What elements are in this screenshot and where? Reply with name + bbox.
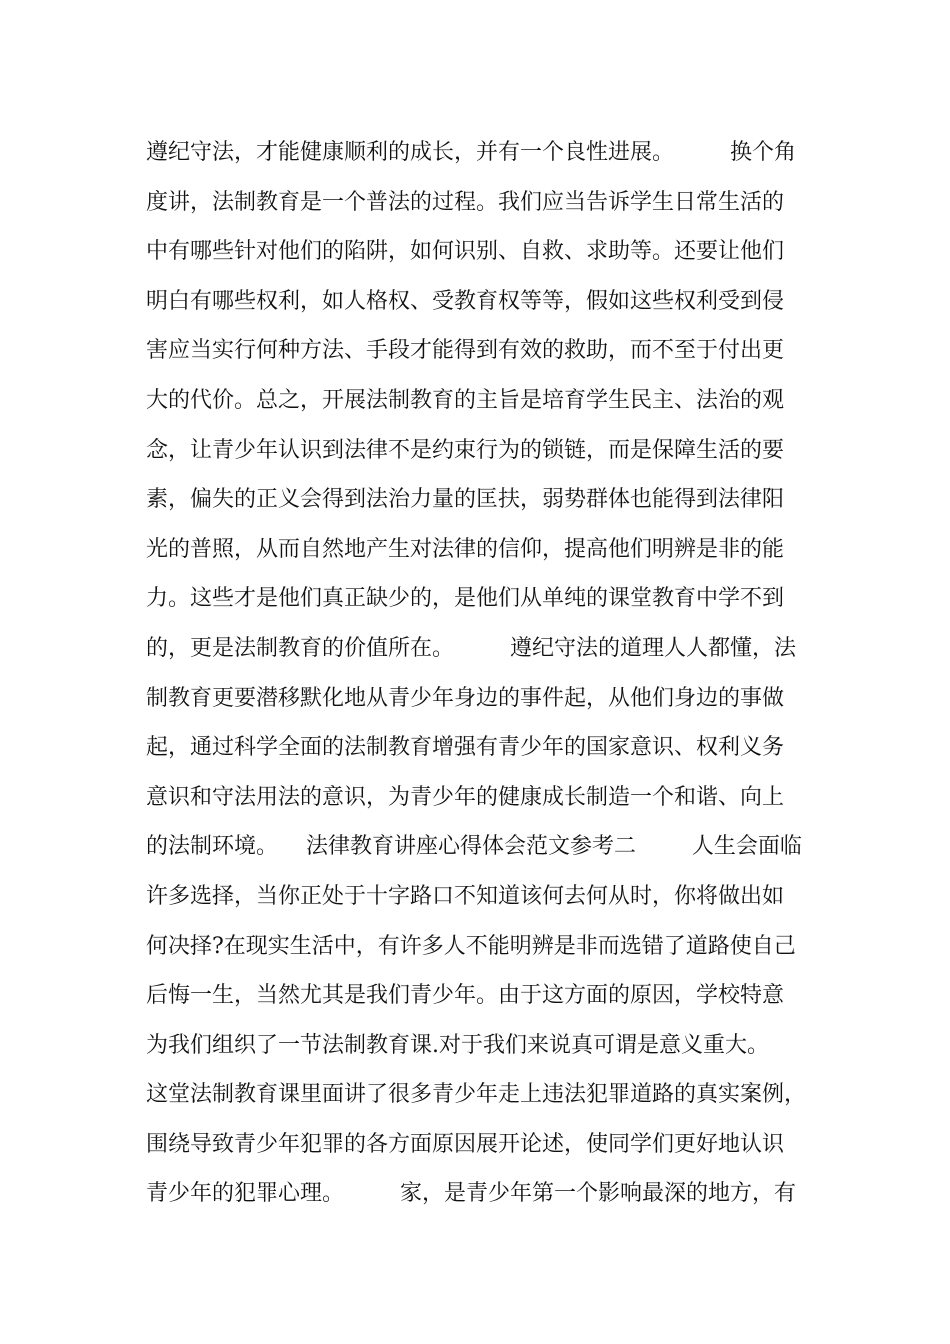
text-line: 起，通过科学全面的法制教育增强有青少年的国家意识、权利义务 [146,735,785,761]
text-line: 害应当实行何种方法、手段才能得到有效的救助，而不至于付出更 [146,338,785,364]
text-line: 中有哪些针对他们的陷阱，如何识别、自救、求助等。还要让他们 [146,239,785,265]
text-line: 度讲，法制教育是一个普法的过程。我们应当告诉学生日常生活的 [146,189,785,215]
text-line: 大的代价。总之，开展法制教育的主旨是培育学生民主、法治的观 [146,387,785,413]
text-line: 这堂法制教育课里面讲了很多青少年走上违法犯罪道路的真实案例， [146,1082,807,1108]
text-line: 何决择?在现实生活中，有许多人不能明辨是非而选错了道路使自己 [146,933,796,959]
text-line: 光的普照，从而自然地产生对法律的信仰，提高他们明辨是非的能 [146,536,785,562]
text-line: 素，偏失的正义会得到法治力量的匡扶，弱势群体也能得到法律阳 [146,487,785,513]
text-line: 青少年的犯罪心理。 家，是青少年第一个影响最深的地方，有 [146,1181,796,1207]
text-line: 许多选择，当你正处于十字路口不知道该何去何从时，你将做出如 [146,883,785,909]
body-text [146,128,826,1219]
text-line: 为我们组织了一节法制教育课.对于我们来说真可谓是意义重大。 [146,1032,769,1058]
text-line: 明白有哪些权利，如人格权、受教育权等等，假如这些权利受到侵 [146,288,785,314]
text-line: 后悔一生，当然尤其是我们青少年。由于这方面的原因，学校特意 [146,983,785,1009]
text-line: 围绕导致青少年犯罪的各方面原因展开论述，使同学们更好地认识 [146,1131,785,1157]
text-line: 力。这些才是他们真正缺少的，是他们从单纯的课堂教育中学不到 [146,586,785,612]
text-line: 的法制环境。 法律教育讲座心得体会范文参考二 人生会面临 [146,834,802,860]
text-line: 制教育更要潜移默化地从青少年身边的事件起，从他们身边的事做 [146,685,785,711]
text-line: 遵纪守法，才能健康顺利的成长，并有一个良性进展。 换个角 [146,140,796,165]
text-line: 念，让青少年认识到法律不是约束行为的锁链，而是保障生活的要 [146,437,785,463]
text-line: 意识和守法用法的意识，为青少年的健康成长制造一个和谐、向上 [146,784,785,810]
text-line: 的，更是法制教育的价值所在。 遵纪守法的道理人人都懂，法 [146,635,796,661]
